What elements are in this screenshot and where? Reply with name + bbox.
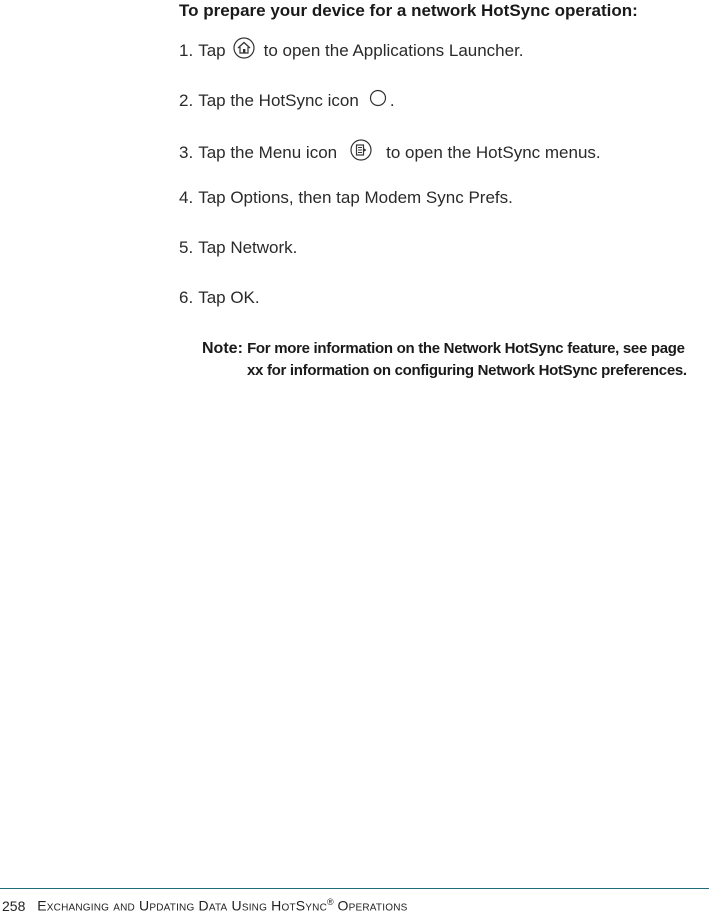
step-text-after: . [389, 90, 395, 110]
note-block [202, 338, 687, 382]
step-text: Tap Network. [198, 238, 298, 257]
step-number: 6. [179, 288, 194, 307]
step-number: 3. [179, 142, 194, 162]
step-number: 4. [179, 188, 194, 207]
step-number: 2. [179, 90, 194, 110]
hotsync-icon [369, 89, 387, 112]
section-heading: To prepare your device for a network HotSync operation: [179, 1, 638, 20]
step-number: 5. [179, 238, 194, 257]
step-6 [179, 288, 260, 308]
footer-divider [0, 888, 709, 889]
step-text: Tap OK. [198, 288, 260, 307]
step-5 [179, 238, 297, 258]
note-line-2: xx for information on configuring Network HotSync preferences. [247, 362, 687, 379]
step-text: Tap the HotSync icon [198, 90, 359, 110]
note-label: Note [202, 340, 238, 357]
step-number: 1. [179, 40, 194, 60]
step-3 [179, 139, 601, 166]
step-text-after: to open the Applications Launcher. [263, 40, 524, 60]
chapter-title-suffix: Operations [337, 897, 408, 914]
step-text: Tap [198, 40, 226, 60]
menu-icon [350, 139, 372, 166]
step-4 [179, 188, 513, 208]
step-text: Tap the Menu icon [198, 142, 338, 162]
registered-mark: ® [327, 897, 334, 907]
chapter-title: Exchanging and Updating Data Using HotSync [37, 897, 328, 914]
note-separator: : [237, 340, 243, 357]
step-text-after: to open the HotSync menus. [386, 142, 601, 162]
step-2 [179, 89, 395, 112]
home-icon [233, 37, 255, 64]
step-1 [179, 37, 524, 64]
note-line-1: For more information on the Network HotSync feature, see page [247, 340, 685, 357]
page-number: 258 [2, 897, 26, 914]
step-text: Tap Options, then tap Modem Sync Prefs. [198, 188, 513, 207]
page-footer [2, 897, 407, 914]
